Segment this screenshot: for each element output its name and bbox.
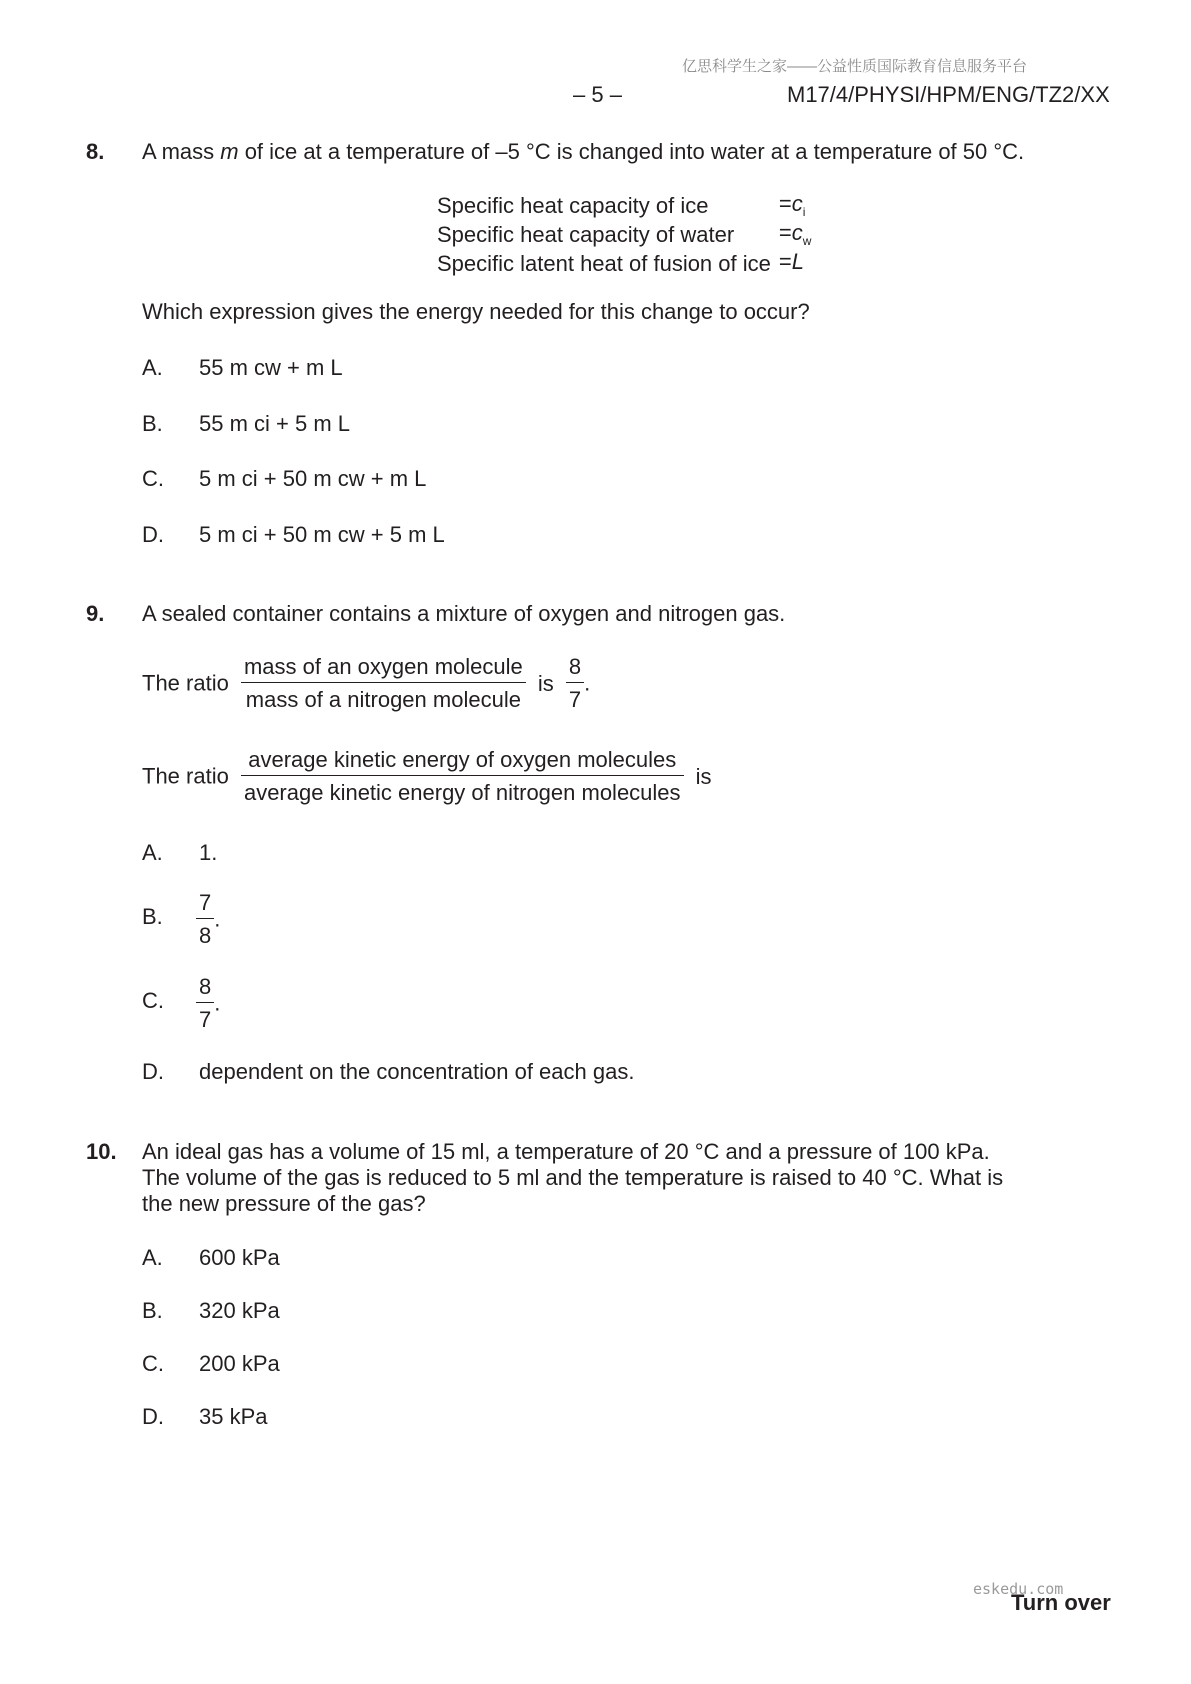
question-8-number: 8. <box>86 139 105 164</box>
q8-option-d: 5 m ci + 50 m cw + 5 m L <box>199 522 445 547</box>
q8-option-a-letter: A. <box>142 355 163 380</box>
question-9-stem: A sealed container contains a mixture of oxygen and nitrogen gas. <box>142 601 786 626</box>
q8-definition-row: Specific heat capacity of water $=c_w$ <box>437 220 812 248</box>
page-number: – 5 – <box>573 82 622 107</box>
q9-option-d-letter: D. <box>142 1059 164 1084</box>
question-9-number: 9. <box>86 601 105 626</box>
header-watermark: 亿思科学生之家——公益性质国际教育信息服务平台 <box>682 58 1028 75</box>
q8-option-a: 55 m cw + m L <box>199 355 343 380</box>
q9-ratio-mass: The ratio $\frac{\text{mass of an oxygen molecule}}{\text{mass of a nitrogen molecule}}$ is $\frac{8}{7}$ . <box>142 654 591 712</box>
q9-option-a-letter: A. <box>142 840 163 865</box>
q8-option-d-letter: D. <box>142 522 164 547</box>
q10-option-a-letter: A. <box>142 1245 163 1270</box>
q8-option-c-letter: C. <box>142 466 164 491</box>
q9-option-b: $\frac{7}{8}$ . <box>196 890 220 949</box>
q10-option-a: 600 kPa <box>199 1245 280 1270</box>
q10-option-d-letter: D. <box>142 1404 164 1429</box>
q8-definition-row: Specific heat capacity of ice $=c_i$ <box>437 191 806 219</box>
question-10-number: 10. <box>86 1139 117 1164</box>
q10-option-b: 320 kPa <box>199 1298 280 1323</box>
q9-option-a: 1. <box>199 840 218 865</box>
q9-ratio-kinetic: The ratio $\frac{\text{average kinetic energy of oxygen molecules}}{\text{average kinetic energy of nitrogen molecules}}$ is <box>142 747 712 805</box>
q8-def-label: Specific heat capacity of water <box>437 221 735 247</box>
q10-option-c: 200 kPa <box>199 1351 280 1376</box>
q8-definitions-table <box>437 191 811 278</box>
q9-option-b-letter: B. <box>142 904 163 929</box>
q10-option-d: 35 kPa <box>199 1404 268 1429</box>
question-10-line-2: The volume of the gas is reduced to 5 ml and the temperature is raised to 40 °C. What is <box>142 1165 1004 1190</box>
q8-option-c: 5 m ci + 50 m cw + m L <box>199 466 427 491</box>
turn-over-label: Turn over <box>1011 1590 1111 1615</box>
q8-def-label: Specific latent heat of fusion of ice <box>437 250 771 276</box>
mass-ratio-fraction: $\frac{\text{mass of an oxygen molecule}}{\text{mass of a nitrogen molecule}}$ <box>241 654 526 713</box>
question-10-line-1: An ideal gas has a volume of 15 ml, a temperature of 20 °C and a pressure of 100 kPa. <box>142 1139 990 1164</box>
footer-watermark: eskedu.com <box>973 1580 1064 1598</box>
question-10-line-3: the new pressure of the gas? <box>142 1191 426 1216</box>
q10-option-b-letter: B. <box>142 1298 163 1323</box>
q8-definition-row: Specific latent heat of fusion of ice =L <box>437 249 811 278</box>
q9-option-c-letter: C. <box>142 988 164 1013</box>
kinetic-ratio-fraction: $\frac{\text{average kinetic energy of oxygen molecules}}{\text{average kinetic energy of nitrogen molecules}}$ <box>241 747 684 806</box>
q10-option-c-letter: C. <box>142 1351 164 1376</box>
question-8-prompt: Which expression gives the energy needed for this change to occur? <box>142 299 810 324</box>
q8-option-b: 55 m ci + 5 m L <box>199 411 351 436</box>
paper-code: M17/4/PHYSI/HPM/ENG/TZ2/XX <box>787 82 1110 107</box>
q8-option-b-letter: B. <box>142 411 163 436</box>
question-8-stem: A mass m of ice at a temperature of –5 °C is changed into water at a temperature of 50 °C. <box>142 139 1025 164</box>
q8-def-label: Specific heat capacity of ice <box>437 192 709 218</box>
q9-option-c: $\frac{8}{7}$ . <box>196 974 220 1033</box>
mass-ratio-value: $\frac{8}{7}$ <box>566 654 584 713</box>
q9-option-d: dependent on the concentration of each gas. <box>199 1059 635 1084</box>
